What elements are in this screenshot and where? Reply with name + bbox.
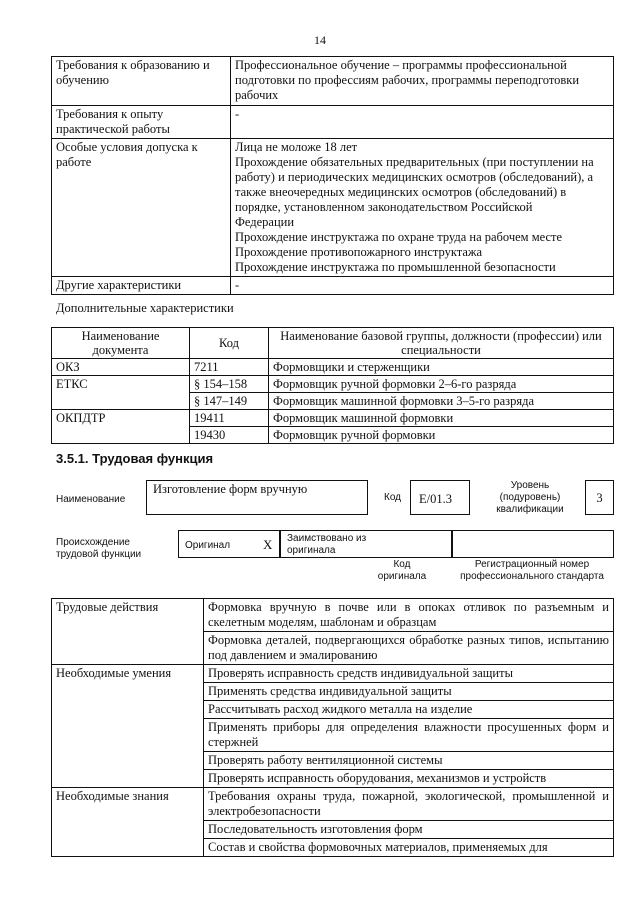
table-row — [52, 788, 614, 821]
function-code-field: E/01.3 — [410, 480, 470, 515]
table-row — [52, 665, 614, 683]
doc-cell: ОКПДТР — [52, 410, 190, 444]
original-box — [178, 530, 280, 558]
original-label: Оригинал — [185, 540, 231, 551]
code-cell: 19430 — [190, 427, 269, 444]
table-row — [52, 359, 614, 376]
row-value: Лица не моложе 18 лет Прохождение обязательных предварительных (при поступлении на работу) и периодических медицинских осмотров (обследований), а также внеочередных медицинских осмотров (обследований) в порядке, установленном законодательством Российской Федерации Прохождение инструктажа по охране труда на рабочем месте Прохождение противопожарного инструктажа Прохождение инструктажа по промышленной безопасности — [231, 139, 614, 277]
requirements-table — [51, 56, 614, 295]
row-value: - — [231, 106, 614, 139]
name-label: Наименование — [56, 494, 126, 505]
row-label: Особые условия допуска к работе — [52, 139, 231, 277]
level-label: Уровень (подуровень) квалификации — [496, 480, 564, 515]
borrowed-box — [280, 530, 452, 558]
table-row — [52, 57, 614, 106]
origin-label: Происхождение трудовой функции — [56, 537, 142, 560]
row-label: Требования к опыту практической работы — [52, 106, 231, 139]
name-cell: Формовщик машинной формовки — [269, 410, 614, 427]
item-cell: Проверять работу вентиляционной системы — [204, 752, 614, 770]
group-label: Необходимые знания — [52, 788, 204, 857]
table-row — [52, 410, 614, 427]
table-row — [52, 599, 614, 632]
item-cell: Требования охраны труда, пожарной, экологической, промышленной и электробезопасности — [204, 788, 614, 821]
function-details-table — [51, 598, 614, 857]
table-row — [52, 106, 614, 139]
item-cell: Формовка вручную в почве или в опоках отливок по разъемным и скелетным моделям, шаблонам и образцам — [204, 599, 614, 632]
code-cell: 19411 — [190, 410, 269, 427]
function-heading: 3.5.1. Трудовая функция — [56, 451, 214, 466]
row-value: - — [231, 277, 614, 295]
additional-characteristics-table — [51, 327, 614, 444]
item-cell: Применять приборы для определения влажности просушенных форм и стержней — [204, 719, 614, 752]
level-value-field: 3 — [585, 480, 614, 515]
item-cell: Применять средства индивидуальной защиты — [204, 683, 614, 701]
doc-cell: ОКЗ — [52, 359, 190, 376]
name-cell: Формовщик ручной формовки — [269, 427, 614, 444]
item-cell: Состав и свойства формовочных материалов, применяемых для — [204, 839, 614, 857]
item-cell: Формовка деталей, подвергающихся обработке разных типов, испытанию под давлением и эмалированию — [204, 632, 614, 665]
column-header: Код — [190, 328, 269, 359]
table-row — [52, 376, 614, 393]
table-header-row — [52, 328, 614, 359]
group-label: Необходимые умения — [52, 665, 204, 788]
item-cell: Рассчитывать расход жидкого металла на изделие — [204, 701, 614, 719]
additional-characteristics-label: Дополнительные характеристики — [56, 301, 234, 315]
name-cell: Формовщик ручной формовки 2–6-го разряда — [269, 376, 614, 393]
code-original-label: Код оригинала — [377, 559, 427, 582]
reg-number-box — [452, 530, 614, 558]
original-mark: X — [263, 537, 273, 552]
column-header: Наименование базовой группы, должности (профессии) или специальности — [269, 328, 614, 359]
name-cell: Формовщик машинной формовки 3–5-го разряда — [269, 393, 614, 410]
table-row — [52, 139, 614, 277]
row-label: Другие характеристики — [52, 277, 231, 295]
function-name-field: Изготовление форм вручную — [146, 480, 368, 515]
code-label: Код — [384, 492, 402, 503]
row-value: Профессиональное обучение – программы профессиональной подготовки по профессиям рабочих, программы переподготовки рабочих — [231, 57, 614, 106]
item-cell: Проверять исправность оборудования, механизмов и устройств — [204, 770, 614, 788]
row-label: Требования к образованию и обучению — [52, 57, 231, 106]
code-cell: § 147–149 — [190, 393, 269, 410]
group-label: Трудовые действия — [52, 599, 204, 665]
page-number: 14 — [314, 33, 326, 47]
item-cell: Последовательность изготовления форм — [204, 821, 614, 839]
column-header: Наименование документа — [52, 328, 190, 359]
doc-cell: ЕТКС — [52, 376, 190, 410]
item-cell: Проверять исправность средств индивидуальной защиты — [204, 665, 614, 683]
code-cell: 7211 — [190, 359, 269, 376]
table-row — [52, 277, 614, 295]
code-cell: § 154–158 — [190, 376, 269, 393]
reg-number-label: Регистрационный номер профессионального стандарта — [460, 559, 604, 582]
borrowed-label: Заимствовано из оригинала — [287, 533, 367, 556]
name-cell: Формовщики и стерженщики — [269, 359, 614, 376]
